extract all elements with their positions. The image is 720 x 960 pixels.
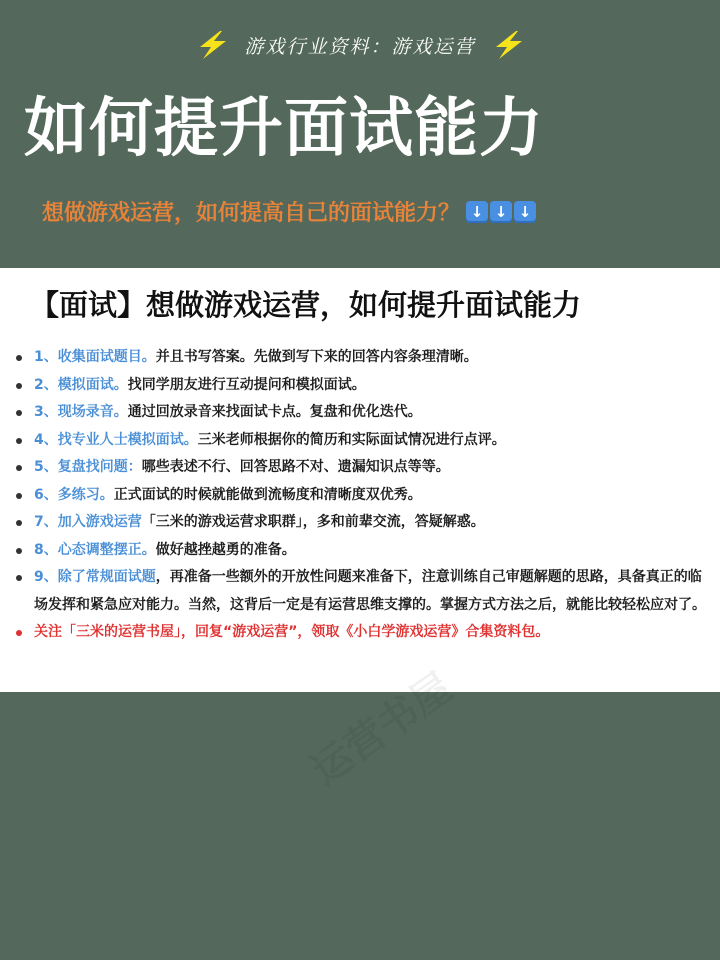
header-banner: [0, 0, 720, 268]
item-text: 正式面试的时候就能做到流畅度和清晰度双优秀。: [113, 486, 422, 503]
item-text: 哪些表述不行、回答思路不对、遗漏知识点等等。: [141, 459, 450, 475]
item-text: 并且书写答案。先做到写下来的回答内容条理清晰。: [155, 349, 478, 365]
page-title: 如何提升面试能力: [24, 92, 544, 166]
watermark: 运营书屋: [303, 664, 461, 795]
item-heading: 3、现场录音。: [34, 404, 128, 420]
list-item: [16, 537, 706, 565]
item-text: 三米老师根据你的简历和实际面试情况进行点评。: [197, 431, 506, 448]
tagline-text: 游戏行业资料：游戏运营: [244, 35, 476, 58]
item-heading: 6、多练习。: [34, 486, 114, 503]
down-arrow-icon: ↓: [514, 201, 536, 223]
list-item: [16, 482, 706, 510]
item-text: 「三米的游戏运营求职群」，多和前辈交流，答疑解惑。: [141, 514, 485, 530]
list-item: [16, 427, 706, 455]
item-text: ，再准备一些额外的开放性问题来准备下，注意训练自己审题解题的思路，具备真正的临场发挥和紧急应对能力。当然，这背后一定是有运营思维支撑的。掌握方式方法之后，就能比较轻松应对了。: [34, 569, 706, 613]
item-heading: 2、模拟面试。: [34, 376, 128, 393]
subtitle: 想做游戏运营，如何提高自己的面试能力？: [42, 201, 461, 226]
item-heading: 7、加入游戏运营: [34, 514, 142, 530]
lightning-icon: [190, 30, 234, 60]
down-arrow-icon: ↓: [490, 201, 512, 223]
tagline-row: [0, 30, 720, 60]
item-heading: 9、除了常规面试题: [34, 569, 156, 585]
down-arrow-icon: ↓: [466, 201, 488, 223]
list-item: [16, 372, 706, 400]
list-item: [16, 564, 706, 619]
lightning-icon: [486, 30, 530, 60]
item-heading: 5、复盘找问题：: [34, 459, 142, 475]
list-item: [16, 454, 706, 482]
list-item: [16, 509, 706, 537]
item-heading: 1、收集面试题目。: [34, 349, 156, 365]
item-heading: 4、找专业人士模拟面试。: [34, 431, 198, 448]
tips-list: [16, 344, 706, 647]
subtitle-row: [42, 196, 536, 227]
content-card: [0, 268, 720, 795]
list-item: [16, 399, 706, 427]
item-text: 通过回放录音来找面试卡点。复盘和优化迭代。: [127, 404, 422, 420]
item-heading: 8、心态调整摆正。: [34, 541, 156, 558]
down-arrows: [466, 201, 536, 223]
item-text: 做好越挫越勇的准备。: [155, 541, 296, 558]
footer-note: 关注「三米的运营书屋」，回复“游戏运营”，领取《小白学游戏运营》合集资料包。: [34, 624, 550, 640]
card-title: 【面试】想做游戏运营，如何提升面试能力: [30, 288, 582, 322]
list-item: [16, 344, 706, 372]
item-text: 找同学朋友进行互动提问和模拟面试。: [127, 376, 366, 393]
footer-note-item: [16, 619, 706, 647]
